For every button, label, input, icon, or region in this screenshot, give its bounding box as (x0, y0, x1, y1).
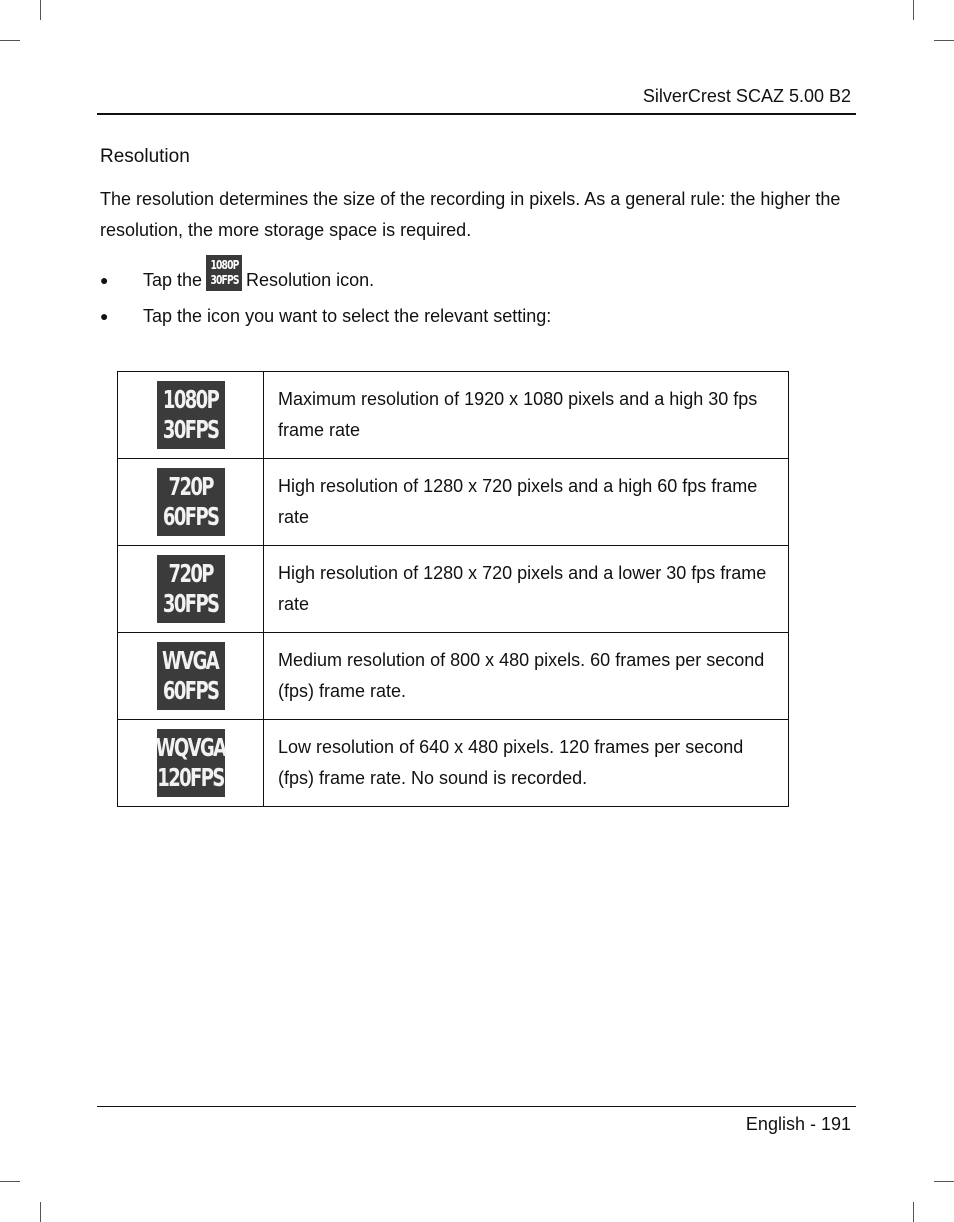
footer-rule (97, 1106, 856, 1107)
table-row (118, 546, 789, 633)
running-header: SilverCrest SCAZ 5.00 B2 (642, 86, 851, 106)
crop-mark (934, 1181, 954, 1182)
resolution-720p-60fps-icon: 720P 60FPS (157, 468, 225, 536)
setting-description: High resolution of 1280 x 720 pixels and a high 60 fps frame rate (264, 459, 789, 546)
list-item (100, 305, 551, 327)
header-rule (97, 113, 856, 115)
list-item (100, 255, 374, 291)
setting-description: Low resolution of 640 x 480 pixels. 120 frames per second (fps) frame rate. No sound is recorded. (264, 720, 789, 807)
page-number: English - 191 (745, 1114, 851, 1134)
crop-mark (913, 1202, 914, 1222)
table-row (118, 633, 789, 720)
bullet-text-after: Resolution icon. (246, 270, 375, 290)
resolution-wvga-60fps-icon: WVGA 60FPS (157, 642, 225, 710)
resolution-720p-30fps-icon: 720P 30FPS (157, 555, 225, 623)
section-heading: Resolution (100, 146, 190, 167)
resolution-settings-table (117, 371, 789, 807)
resolution-1080p-30fps-icon: 1080P 30FPS (157, 381, 225, 449)
resolution-icon: 1080P 30FPS (206, 255, 242, 291)
crop-mark (40, 0, 41, 20)
intro-paragraph: The resolution determines the size of the recording in pixels. As a general rule: the higher the resolution, the more storage space is required. (100, 189, 841, 240)
table-row (118, 459, 789, 546)
setting-description: Maximum resolution of 1920 x 1080 pixels and a high 30 fps frame rate (264, 372, 789, 459)
table-row (118, 372, 789, 459)
resolution-wqvga-120fps-icon: WQVGA 120FPS (157, 729, 225, 797)
bullet-text-before: Tap the (143, 270, 203, 290)
bullet-icon: ● (100, 308, 109, 324)
crop-mark (0, 1181, 20, 1182)
table-row (118, 720, 789, 807)
setting-description: Medium resolution of 800 x 480 pixels. 60 frames per second (fps) frame rate. (264, 633, 789, 720)
crop-mark (0, 40, 20, 41)
crop-mark (913, 0, 914, 20)
crop-mark (40, 1202, 41, 1222)
bullet-text: Tap the icon you want to select the relevant setting: (143, 306, 552, 326)
crop-mark (934, 40, 954, 41)
setting-description: High resolution of 1280 x 720 pixels and a lower 30 fps frame rate (264, 546, 789, 633)
bullet-icon: ● (100, 272, 109, 288)
